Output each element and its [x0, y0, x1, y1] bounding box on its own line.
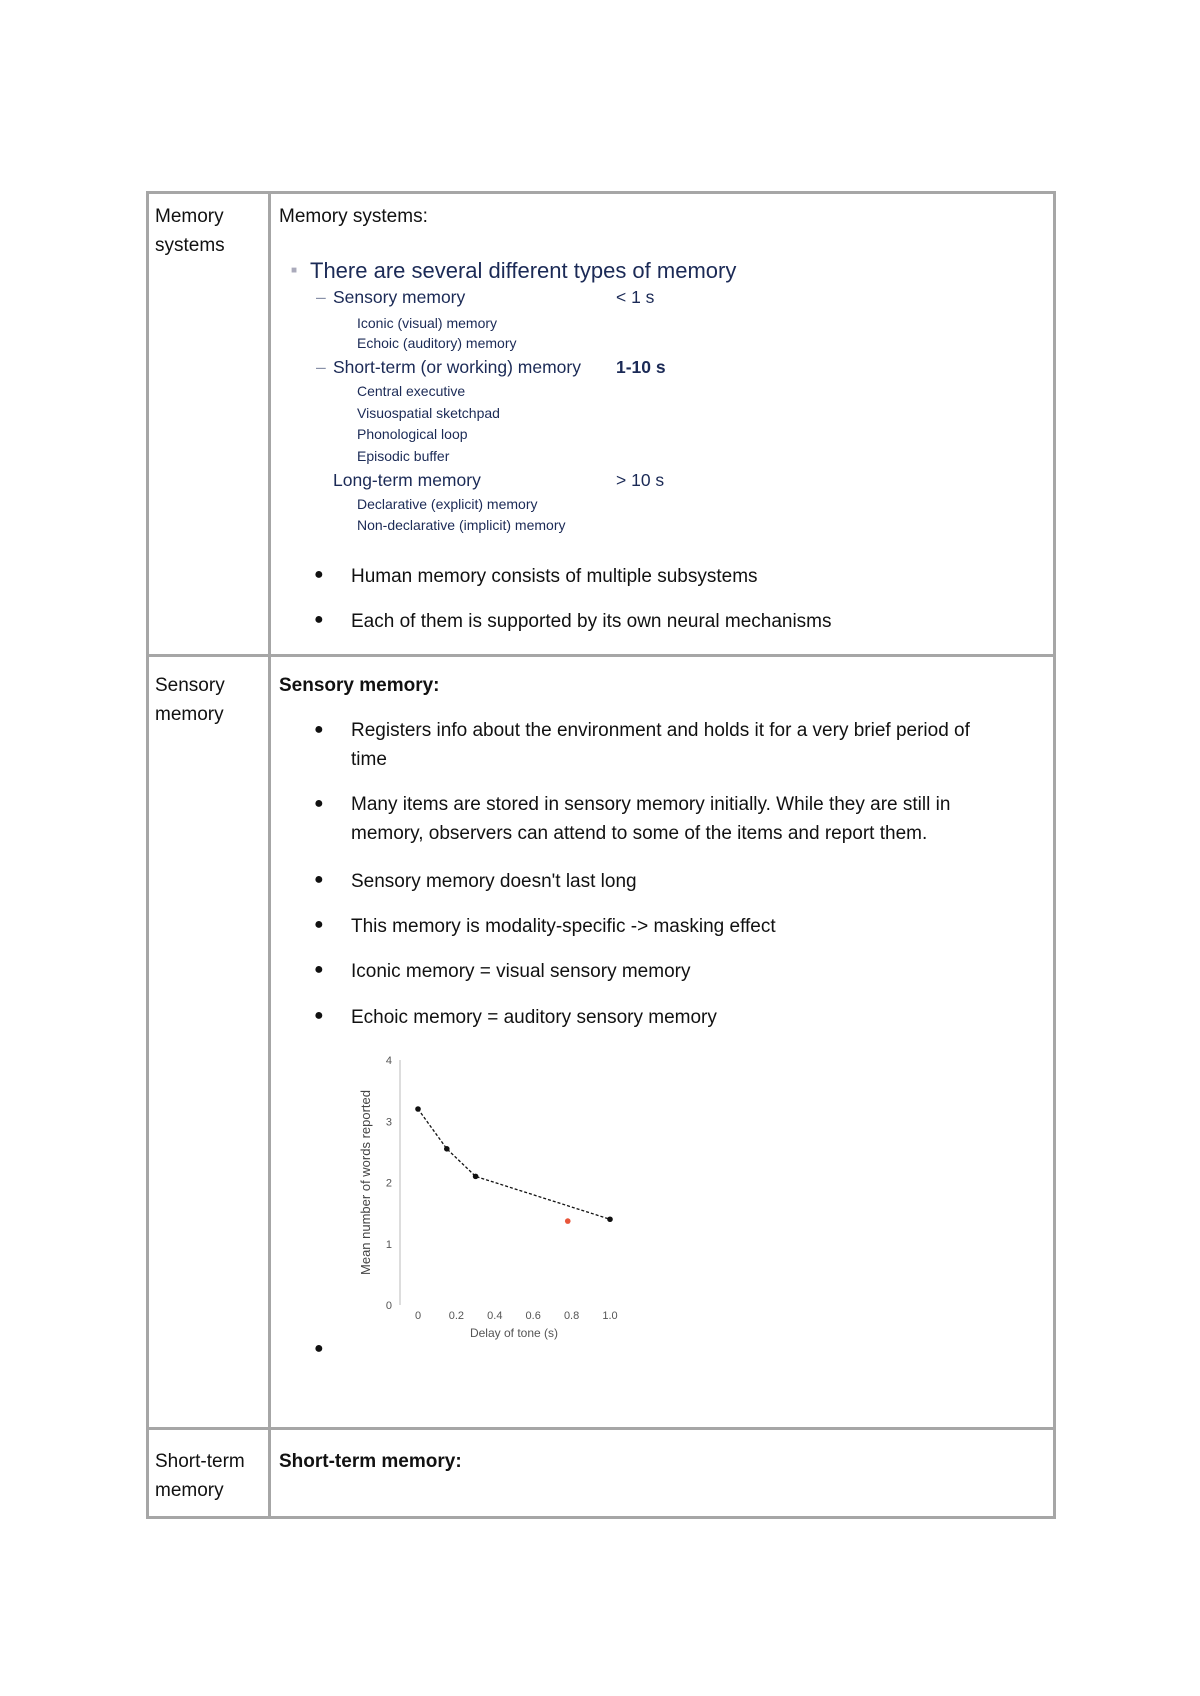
bullet-icon: ■ — [291, 265, 298, 276]
section-heading: Sensory memory: — [279, 675, 440, 696]
row-divider — [146, 1427, 1056, 1430]
label-line: Short-term — [155, 1451, 245, 1472]
bullet-text: Each of them is supported by its own neural mechanisms — [351, 611, 832, 632]
column-divider — [268, 191, 271, 1519]
table-border-bottom — [146, 1516, 1056, 1519]
bullet-text: Sensory memory doesn't last long — [351, 871, 637, 892]
slide-item: Visuospatial sketchpad — [357, 405, 500, 421]
x-tick-label: 0.2 — [448, 1310, 465, 1322]
data-point — [565, 1218, 571, 1224]
x-tick-label: 0 — [414, 1310, 422, 1322]
table-border-right — [1053, 191, 1056, 1519]
bullet-icon: ● — [314, 916, 324, 933]
y-tick-label: 2 — [385, 1177, 392, 1190]
bullet-icon: ● — [314, 961, 324, 978]
dash-icon: – — [316, 357, 326, 377]
data-point — [415, 1106, 421, 1112]
data-point — [444, 1146, 450, 1152]
slide-item: Phonological loop — [357, 426, 468, 442]
bullet-text: This memory is modality-specific -> masking effect — [351, 916, 776, 937]
dash-icon: – — [316, 287, 326, 307]
row-label — [155, 1447, 245, 1505]
bullet-text: Human memory consists of multiple subsystems — [351, 566, 758, 587]
label-line: Sensory — [155, 675, 225, 696]
bullet-text — [351, 716, 970, 774]
bullet-icon: ● — [314, 566, 324, 583]
x-tick-label: 0.4 — [487, 1310, 503, 1322]
row-label — [155, 671, 225, 729]
slide-item: Episodic buffer — [357, 448, 450, 464]
bullet-icon: ● — [314, 611, 324, 628]
bullet-icon: ● — [314, 721, 324, 738]
slide-item: Iconic (visual) memory — [357, 315, 498, 331]
bullet-icon: ● — [314, 871, 324, 888]
slide-item: Echoic (auditory) memory — [357, 335, 517, 351]
slide-item: Non-declarative (implicit) memory — [357, 517, 566, 533]
y-tick-label: 4 — [385, 1055, 392, 1067]
x-tick-label: 1.0 — [602, 1310, 618, 1322]
table-border-left — [146, 191, 149, 1519]
slide-group-duration: > 10 s — [616, 470, 665, 490]
section-heading: Short-term memory: — [279, 1451, 462, 1472]
x-tick-label: 0.6 — [525, 1310, 541, 1322]
data-point — [607, 1216, 613, 1222]
label-line: memory — [155, 1480, 224, 1501]
slide-group-name: Sensory memory — [333, 287, 466, 307]
slide-item: Declarative (explicit) memory — [357, 496, 538, 512]
slide-group-name: Short-term (or working) memory — [333, 357, 581, 377]
slide-title: There are several different types of memory — [310, 258, 737, 283]
bullet-line: memory, observers can attend to some of the items and report them. — [351, 823, 928, 844]
label-line: systems — [155, 235, 225, 256]
bullet-text: Iconic memory = visual sensory memory — [351, 961, 691, 982]
row-divider — [146, 654, 1056, 657]
data-point — [473, 1174, 479, 1180]
slide-group-name: Long-term memory — [333, 470, 481, 490]
label-line: Memory — [155, 206, 224, 227]
series-line — [418, 1109, 610, 1219]
bullet-text: Echoic memory = auditory sensory memory — [351, 1007, 717, 1028]
bullet-icon: ● — [314, 795, 324, 812]
y-axis-label: Mean number of words reported — [358, 1090, 373, 1275]
bullet-line: Many items are stored in sensory memory initially. While they are still in — [351, 794, 951, 815]
bullet-text — [351, 790, 950, 848]
y-tick-label: 0 — [385, 1300, 392, 1312]
x-tick-label: 0.8 — [563, 1310, 580, 1322]
bullet-icon: ● — [314, 1007, 324, 1024]
x-axis-label: Delay of tone (s) — [469, 1326, 559, 1340]
table-border-top — [146, 191, 1056, 194]
y-tick-label: 3 — [385, 1116, 392, 1129]
y-tick-label: 1 — [385, 1238, 392, 1251]
slide-group-duration: 1-10 s — [616, 357, 666, 377]
slide-group-duration: < 1 s — [616, 287, 655, 307]
bullet-icon: ● — [314, 1340, 324, 1357]
bullet-line: time — [351, 749, 387, 770]
slide-item: Central executive — [357, 383, 466, 399]
label-line: memory — [155, 704, 224, 725]
bullet-line: Registers info about the environment and holds it for a very brief period of — [351, 720, 970, 741]
row-label — [155, 202, 225, 260]
section-heading: Memory systems: — [279, 206, 428, 227]
sensory-memory-chart — [340, 1040, 660, 1360]
